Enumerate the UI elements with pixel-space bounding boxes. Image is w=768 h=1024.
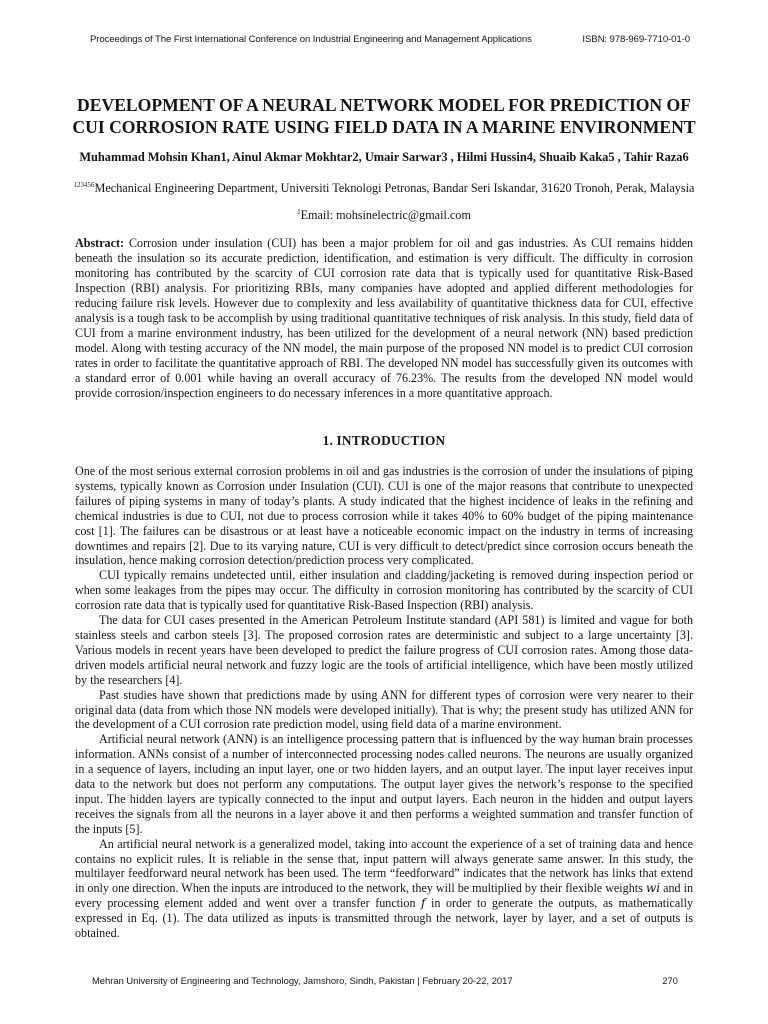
- paragraph: CUI typically remains undetected until, either insulation and cladding/jacketing is removed during inspection period or when some leakages from the pipes may occur. The difficulty in corrosion monitoring has contributed by the scarcity of CUI corrosion rate data that is typically used for quantitative Risk-Based Inspection (RBI) analysis.: [75, 568, 693, 613]
- affiliation: [70, 178, 698, 196]
- paragraph: Artificial neural network (ANN) is an intelligence processing pattern that is influenced by the way human brain processes information. ANNs consist of a number of interconnected processing nodes called neurons. The neurons are usually organized in a sequence of layers, including an input layer, one or two hidden layers, and an output layer. The input layer receives input data to the network but does not perform any computations. The output layer gives the network’s response to the specified input. The hidden layers are typically connected to the input and output layers. Each neuron in the hidden and output layers receives the signals from all the neurons in a layer above it and then performs a weighted summation and transfer function of the inputs [5].: [75, 732, 693, 836]
- page-number: 270: [662, 975, 678, 986]
- paragraph: Past studies have shown that predictions made by using ANN for different types of corrosion were very nearer to their original data (data from which those NN models were developed initially). That is why; the present study has utilized ANN for the development of a CUI corrosion rate prediction model, using field data of a marine environment.: [75, 687, 693, 732]
- author-list: Muhammad Mohsin Khan1, Ainul Akmar Mokhtar2, Umair Sarwar3 , Hilmi Hussin4, Shuaib Kaka5 , Tahir Raza6: [79, 150, 689, 164]
- abstract: [75, 236, 693, 402]
- paragraph: The data for CUI cases presented in the American Petroleum Institute standard (API 581) is limited and vague for both stainless steels and carbon steels [3]. The proposed corrosion rates are deterministic and subject to a large uncertainty [3]. Various models in recent years have been developed to predict the failure progress of CUI corrosion rates. Among those data-driven models artificial neural network and fuzzy logic are the tools of artificial intelligence, which have been mostly utilized by the researchers [4].: [75, 613, 693, 687]
- email-mark: 1: [297, 208, 301, 216]
- section-body: [75, 464, 693, 941]
- isbn: ISBN: 978-969-7710-01-0: [582, 34, 690, 45]
- paragraph: One of the most serious external corrosion problems in oil and gas industries is the corrosion of under the insulations of piping systems, typically known as Corrosion under Insulation (CUI). CUI is one of the major reasons that contribute to unexpected failures of piping systems in many of today’s plants. A study indicated that the highest incidence of leaks in the refining and chemical industries is due to CUI, not due to process corrosion while it takes 40% to 60% budget of the piping maintenance cost [1]. The failures can be disastrous or at least have a noticeable economic impact on the industry in terms of increasing downtimes and repairs [2]. Due to its varying nature, CUI is very difficult to detect/predict since corrosion occurs beneath the insulation, hence making corrosion detection/prediction process very complicated.: [75, 464, 693, 568]
- abstract-text: Corrosion under insulation (CUI) has been a major problem for oil and gas industries. As CUI remains hidden beneath the insulation so its accurate prediction, identification, and estimation is very difficult. The difficulty in corrosion monitoring has contributed by the scarcity of CUI corrosion rate data that is typically used for quantitative Risk-Based Inspection (RBI) analysis. For prioritizing RBIs, many companies have adopted and applied different methodologies for reducing failure risk levels. However due to complexity and less availability of quantitative thickness data for CUI, effective analysis is a tough task to be accomplish by using traditional quantitative techniques of risk analysis. In this study, field data of CUI from a marine environment industry, has been utilized for the development of a neural network (NN) based prediction model. Along with testing accuracy of the NN model, the main purpose of the proposed NN model is to predict CUI corrosion rates in order to facilitate the quantitative approach of RBI. The developed NN model has successfully given its outcomes with a standard error of 0.001 while having an overall accuracy of 76.23%. The results from the developed NN model would provide corrosion/inspection engineers to do necessary inferences in a more quantitative approach.: [75, 236, 693, 401]
- section-heading: 1. INTRODUCTION: [322, 433, 446, 448]
- abstract-label: Abstract:: [75, 236, 125, 250]
- contact-email: [70, 208, 698, 223]
- affiliation-text: Mechanical Engineering Department, Universiti Teknologi Petronas, Bandar Seri Iskandar, 31620 Tronoh, Perak, Malaysia: [94, 181, 695, 195]
- footer-venue: Mehran University of Engineering and Technology, Jamshoro, Sindh, Pakistan | February 20-22, 2017: [92, 975, 513, 986]
- affiliation-marks: 123456: [73, 181, 95, 189]
- email-text: Email: mohsinelectric@gmail.com: [300, 208, 471, 222]
- paper-title: DEVELOPMENT OF A NEURAL NETWORK MODEL FOR PREDICTION OF CUI CORROSION RATE USING FIELD DATA IN A MARINE ENVIRONMENT: [72, 95, 696, 137]
- paragraph: An artificial neural network is a generalized model, taking into account the experience of a set of training data and hence contains no explicit rules. It is reliable in the sense that, input pattern will always generate same answer. In this study, the multilayer feedforward neural network has been used. The term “feedforward” indicates that the network has links that extend in only one direction. When the inputs are introduced to the network, they will be multiplied by their flexible weights 𝑤𝑖 and in every processing element added and went over a transfer function 𝑓 in order to generate the outputs, as mathematically expressed in Eq. (1). The data utilized as inputs is transmitted through the network, layer by layer, and a set of outputs is obtained.: [75, 836, 693, 941]
- conference-name: Proceedings of The First International Conference on Industrial Engineering and Management Applications: [90, 34, 532, 45]
